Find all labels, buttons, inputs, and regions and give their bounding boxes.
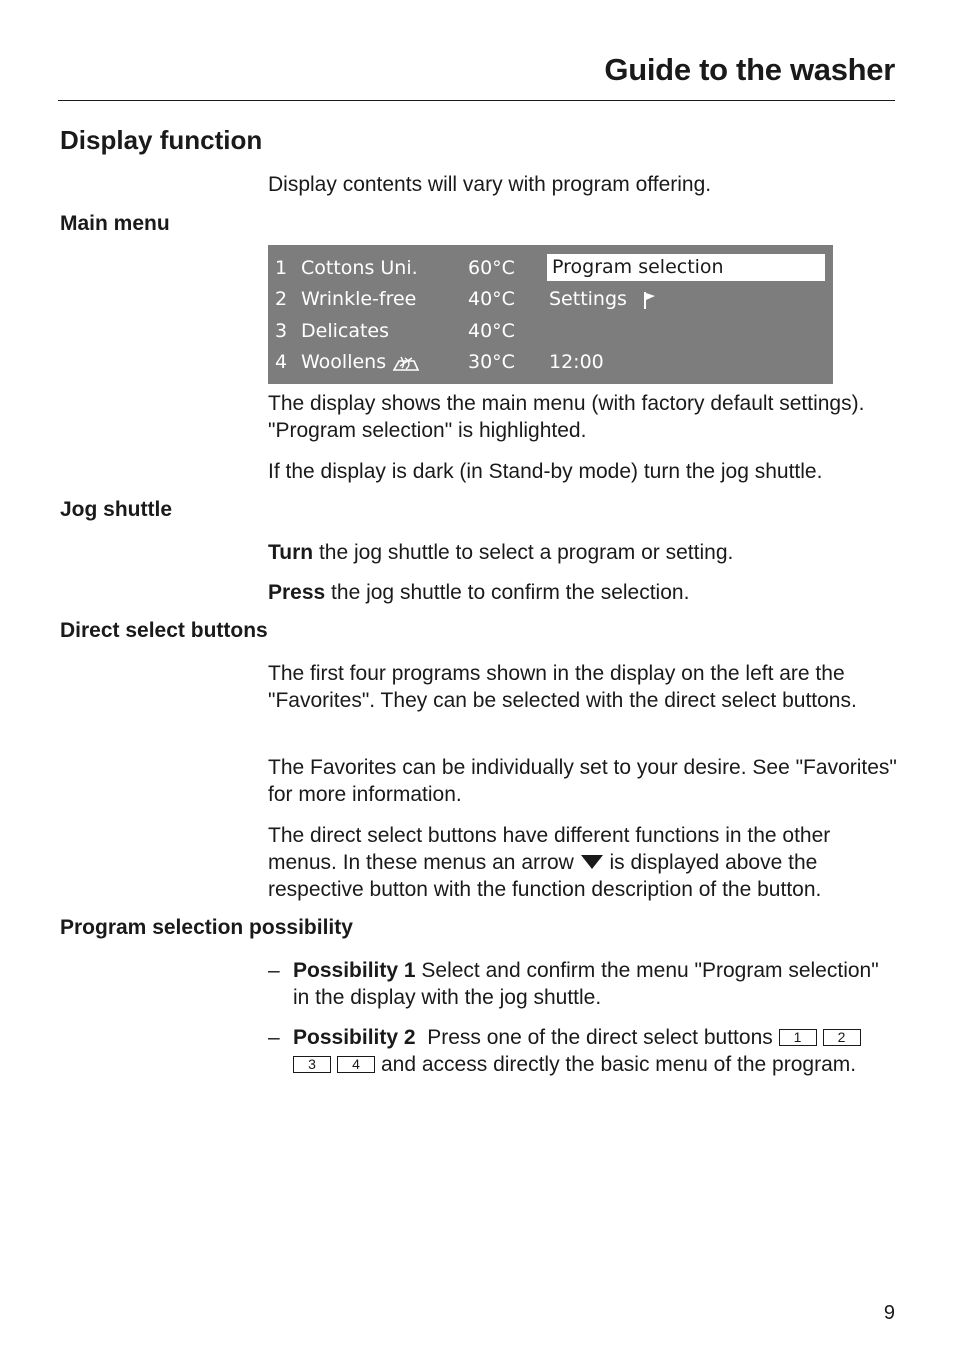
- turn-instruction: [268, 539, 898, 566]
- flag-icon: [641, 290, 659, 310]
- dash-bullet: –: [268, 959, 280, 982]
- program-temp: 30°C: [468, 351, 515, 373]
- possibility-2-desc: Press one of the direct select buttons: [415, 1026, 779, 1049]
- program-temp: 40°C: [468, 320, 515, 342]
- intro-text: Display contents will vary with program offering.: [268, 173, 712, 196]
- direct-select-functions-desc: [268, 822, 898, 903]
- main-menu-desc: The display shows the main menu (with factory default settings). "Program selection" is highlighted.: [268, 392, 865, 442]
- press-text: the jog shuttle to confirm the selection.: [325, 581, 690, 604]
- functions-text-b: is displayed above the respective button with the function description of the button.: [268, 851, 822, 901]
- direct-select-key-3: 3: [293, 1056, 331, 1073]
- program-row-2: [268, 285, 538, 313]
- program-name-text: Woollens: [301, 351, 387, 373]
- turn-bold: Turn: [268, 541, 314, 564]
- direct-select-key-4: 4: [337, 1056, 375, 1073]
- wool-icon: [392, 353, 420, 373]
- program-number: 3: [275, 320, 288, 342]
- program-row-1: [268, 254, 538, 282]
- section-title: Display function: [60, 125, 263, 155]
- settings-item: [549, 285, 659, 313]
- direct-select-heading: Direct select buttons: [60, 619, 268, 642]
- press-bold: Press: [268, 581, 326, 604]
- program-row-3: [268, 317, 538, 345]
- program-number: 1: [275, 257, 288, 279]
- page-header: [58, 52, 895, 101]
- possibility-2-text: [293, 1024, 898, 1078]
- program-selection-highlight: Program selection: [547, 254, 825, 281]
- program-row-4: [268, 348, 538, 376]
- program-name: Cottons Uni.: [301, 257, 418, 279]
- arrow-down-icon: [580, 854, 604, 870]
- program-temp: 40°C: [468, 288, 515, 310]
- page-title: Guide to the washer: [604, 52, 895, 87]
- possibility-1-bold: Possibility 1: [293, 959, 416, 982]
- page-number: 9: [883, 1302, 895, 1324]
- possibility-1-text: [293, 957, 898, 1011]
- program-name: Wrinkle-free: [301, 288, 417, 310]
- favorites-settings-desc: The Favorites can be individually set to your desire. See "Favorites" for more information.: [268, 756, 897, 806]
- program-temp: 60°C: [468, 257, 515, 279]
- turn-text: the jog shuttle to select a program or setting.: [313, 541, 734, 564]
- program-selection-heading: Program selection possibility: [60, 916, 353, 939]
- possibility-1-desc: Select and confirm the menu "Program selection" in the display with the jog shuttle.: [293, 959, 879, 1009]
- possibility-2-desc-after: and access directly the basic menu of the program.: [381, 1053, 857, 1076]
- lcd-display: [268, 245, 833, 384]
- possibility-2-bold: Possibility 2: [293, 1026, 416, 1049]
- functions-text-a: The direct select buttons have different functions in the other menus. In these menus an arrow: [268, 824, 831, 874]
- program-name: [301, 348, 420, 376]
- direct-select-key-1: 1: [779, 1029, 817, 1046]
- jog-shuttle-heading: Jog shuttle: [60, 498, 173, 521]
- favorites-desc: The first four programs shown in the display on the left are the "Favorites". They can be selected with the direct select buttons.: [268, 662, 857, 712]
- program-name: Delicates: [301, 320, 390, 342]
- program-number: 4: [275, 351, 288, 373]
- settings-label: Settings: [549, 288, 627, 310]
- press-instruction: [268, 579, 898, 606]
- main-menu-heading: Main menu: [60, 212, 170, 235]
- clock-time: 12:00: [549, 351, 604, 373]
- program-number: 2: [275, 288, 288, 310]
- standby-desc: If the display is dark (in Stand-by mode) turn the jog shuttle.: [268, 460, 823, 483]
- direct-select-key-2: 2: [823, 1029, 861, 1046]
- dash-bullet: –: [268, 1026, 280, 1049]
